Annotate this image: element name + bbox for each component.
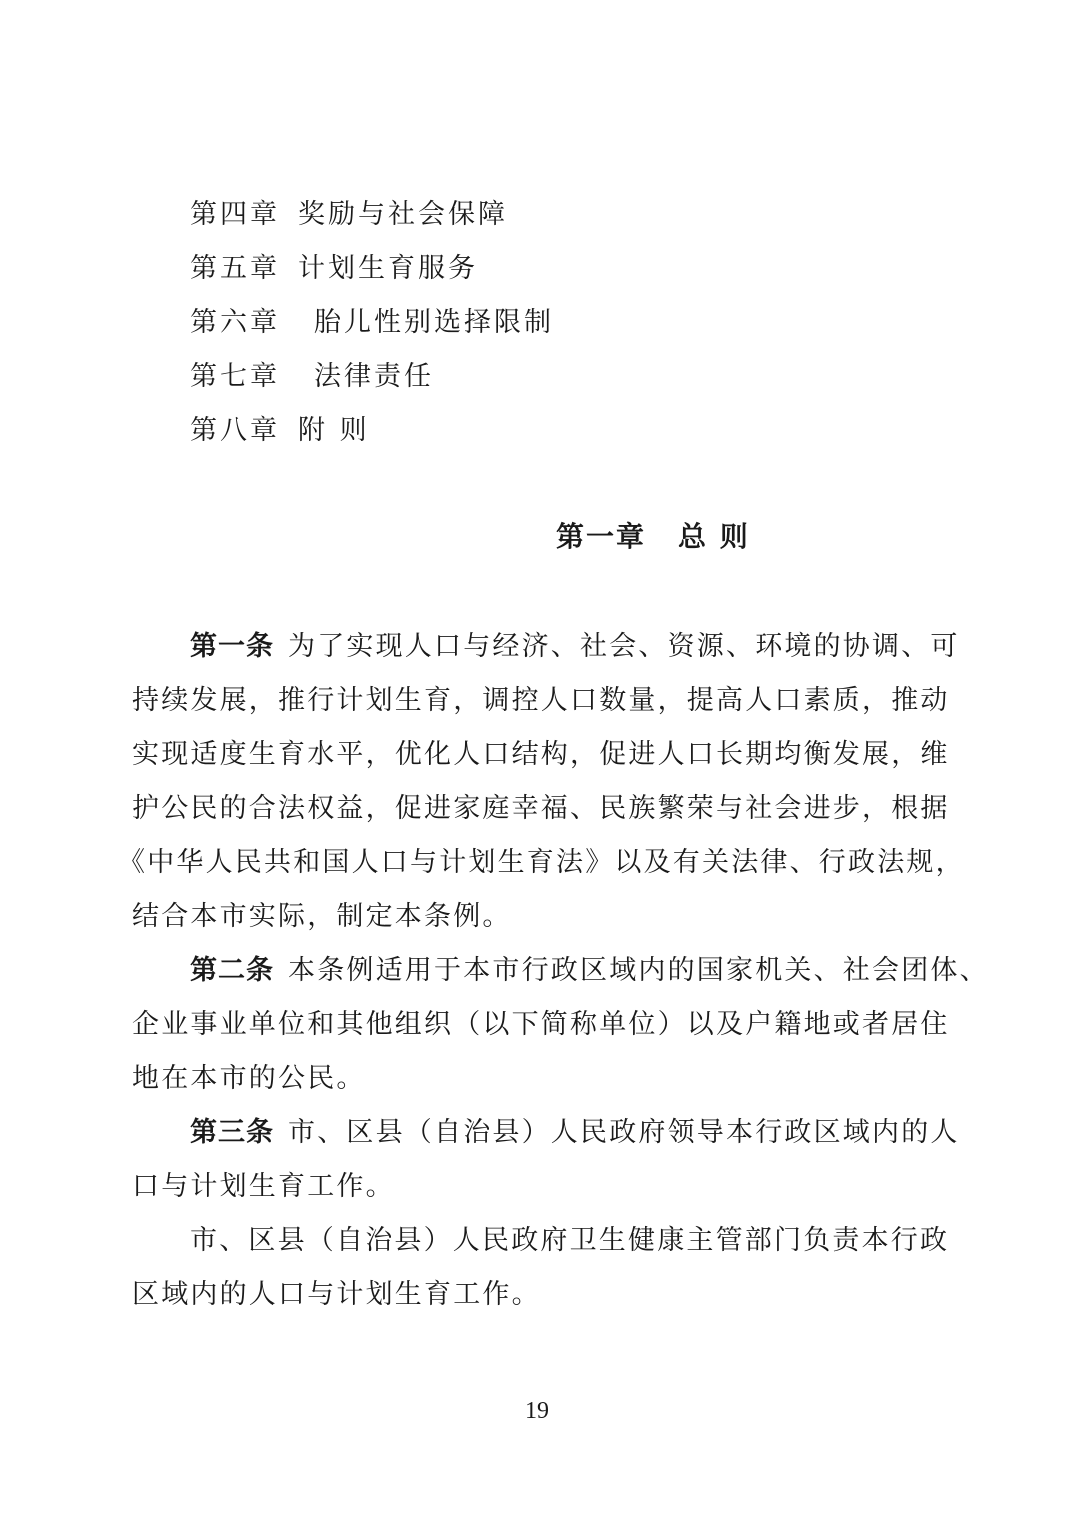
article-line: 企业事业单位和其他组织（以下简称单位）以及户籍地或者居住	[132, 1009, 950, 1040]
toc-chapter-number: 第四章	[190, 199, 280, 230]
toc-item-chapter-8	[190, 404, 890, 458]
chapter-heading	[556, 515, 750, 559]
chapter-name: 总 则	[678, 520, 750, 553]
article-line: 《中华人民共和国人口与计划生育法》以及有关法律、行政法规，	[118, 847, 965, 878]
toc-chapter-title: 计划生育服务	[298, 253, 478, 284]
toc-chapter-title: 奖励与社会保障	[298, 199, 508, 230]
article-line: 实现适度生育水平，优化人口结构，促进人口长期均衡发展，维	[132, 739, 950, 770]
toc-chapter-number: 第五章	[190, 253, 280, 284]
article-label: 第三条	[190, 1117, 274, 1148]
article-line: 结合本市实际，制定本条例。	[132, 901, 512, 932]
article-2	[132, 944, 989, 1106]
toc-item-chapter-6	[190, 296, 890, 350]
toc-chapter-title: 附 则	[298, 415, 370, 446]
toc-item-chapter-7	[190, 350, 890, 404]
article-line: 持续发展，推行计划生育，调控人口数量，提高人口素质，推动	[132, 685, 950, 716]
article-line: 市、区县（自治县）人民政府卫生健康主管部门负责本行政	[190, 1225, 950, 1256]
article-line: 地在本市的公民。	[132, 1063, 366, 1094]
toc-chapter-number: 第六章	[190, 307, 280, 338]
page-number: 19	[525, 1398, 549, 1424]
article-label: 第二条	[190, 955, 274, 986]
toc-chapter-title: 法律责任	[314, 361, 434, 392]
document-body	[118, 620, 989, 1322]
toc-chapter-title: 胎儿性别选择限制	[314, 307, 554, 338]
article-line: 本条例适用于本市行政区域内的国家机关、社会团体、	[288, 955, 989, 986]
article-line: 为了实现人口与经济、社会、资源、环境的协调、可	[288, 631, 960, 662]
article-3	[132, 1106, 972, 1214]
table-of-contents	[190, 188, 890, 458]
article-1	[118, 620, 972, 944]
toc-chapter-number: 第七章	[190, 361, 280, 392]
article-line: 护公民的合法权益，促进家庭幸福、民族繁荣与社会进步，根据	[132, 793, 950, 824]
article-line: 口与计划生育工作。	[132, 1171, 395, 1202]
article-label: 第一条	[190, 631, 274, 662]
article-line: 市、区县（自治县）人民政府领导本行政区域内的人	[288, 1117, 960, 1148]
article-3-paragraph-2	[132, 1214, 972, 1322]
toc-item-chapter-4	[190, 188, 890, 242]
chapter-number: 第一章	[556, 520, 647, 553]
article-line: 区域内的人口与计划生育工作。	[132, 1279, 541, 1310]
toc-chapter-number: 第八章	[190, 415, 280, 446]
toc-item-chapter-5	[190, 242, 890, 296]
